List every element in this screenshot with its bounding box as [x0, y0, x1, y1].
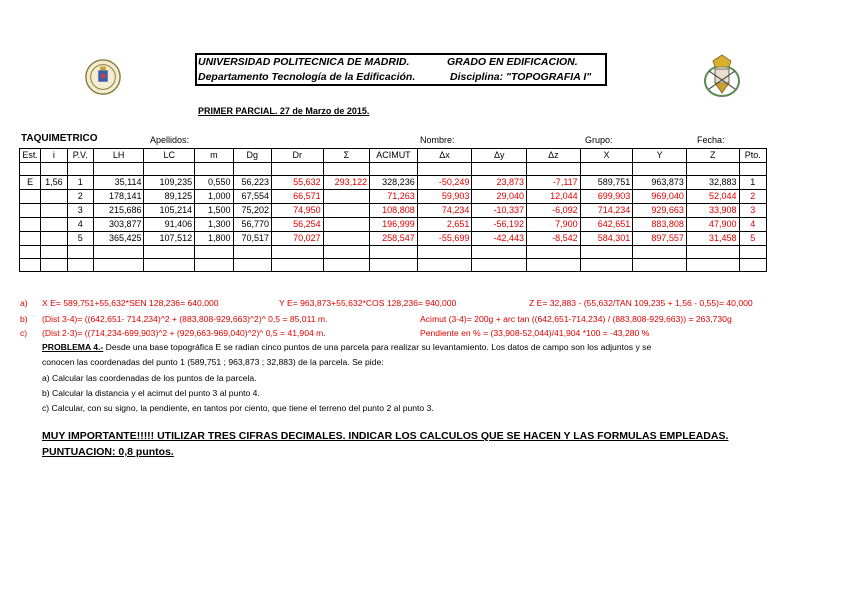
- subject-name: Disciplina: "TOPOGRAFIA I": [450, 71, 592, 83]
- solution-c-label: c): [20, 328, 28, 338]
- taquimetric-table: [19, 148, 767, 272]
- column-header: P.V.: [67, 149, 93, 163]
- table-cell: 109,235: [144, 176, 195, 190]
- exam-title: PRIMER PARCIAL. 27 de Marzo de 2015.: [198, 106, 370, 116]
- table-cell: 59,903: [417, 190, 472, 204]
- table-cell: 215,686: [93, 204, 144, 218]
- problem-item-c: c) Calcular, con su signo, la pendiente, en tantos por ciento, que tiene el terreno del punto 2 al punto 3.: [42, 403, 434, 413]
- table-cell: 29,040: [472, 190, 527, 204]
- solution-b-acimut: Acimut (3-4)= 200g + arc tan ((642,651-714,234) / (883,808-929,663)) = 263,730g: [420, 314, 732, 324]
- table-cell: 3: [739, 204, 766, 218]
- table-cell: 56,223: [233, 176, 271, 190]
- table-cell: 66,571: [272, 190, 324, 204]
- table-cell: 89,125: [144, 190, 195, 204]
- table-cell: 35,114: [93, 176, 144, 190]
- table-cell: 699,903: [580, 190, 633, 204]
- table-cell: 642,651: [580, 218, 633, 232]
- table-cell: 963,873: [633, 176, 687, 190]
- table-cell: 196,999: [370, 218, 418, 232]
- column-header: m: [195, 149, 233, 163]
- table-cell: 1,56: [41, 176, 67, 190]
- column-header: Y: [633, 149, 687, 163]
- table-cell: 1,800: [195, 232, 233, 246]
- problem-item-b: b) Calcular la distancia y el acimut del punto 3 al punto 4.: [42, 388, 260, 398]
- table-cell: 52,044: [686, 190, 739, 204]
- table-cell: [20, 190, 41, 204]
- table-cell: 67,554: [233, 190, 271, 204]
- name-label: Nombre:: [420, 135, 455, 145]
- table-row-empty: [20, 259, 767, 272]
- score-note: PUNTUACION: 0,8 puntos.: [42, 446, 174, 458]
- table-cell: -7,117: [527, 176, 581, 190]
- table-row: [20, 190, 767, 204]
- date-label: Fecha:: [697, 135, 725, 145]
- table-cell: 1,500: [195, 204, 233, 218]
- table-cell: [323, 218, 370, 232]
- table-header-row: [20, 149, 767, 163]
- problem-title: PROBLEMA 4.-: [42, 342, 104, 352]
- solution-c-distance: (Dist 2-3)= ((714,234-699,903)^2 + (929,663-969,040)^2)^ 0,5 = 41,904 m.: [42, 328, 326, 338]
- solution-b-label: b): [20, 314, 28, 324]
- table-cell: 4: [67, 218, 93, 232]
- solution-a-y: Y E= 963,873+55,632*COS 128,236= 940,000: [279, 298, 457, 308]
- table-cell: 31,458: [686, 232, 739, 246]
- solution-b-distance: (Dist 3-4)= ((642,651- 714,234)^2 + (883,808-929,663)^2)^ 0,5 = 85,011 m.: [42, 314, 328, 324]
- table-cell: 33,908: [686, 204, 739, 218]
- table-cell: -55,699: [417, 232, 472, 246]
- table-row-empty: [20, 163, 767, 176]
- table-cell: 55,632: [272, 176, 324, 190]
- table-cell: 56,254: [272, 218, 324, 232]
- table-cell: 12,044: [527, 190, 581, 204]
- table-row: [20, 176, 767, 190]
- table-cell: 7,900: [527, 218, 581, 232]
- table-cell: 2: [67, 190, 93, 204]
- section-title: TAQUIMETRICO: [21, 133, 98, 144]
- table-cell: E: [20, 176, 41, 190]
- table-cell: -56,192: [472, 218, 527, 232]
- table-cell: [20, 204, 41, 218]
- table-cell: 75,202: [233, 204, 271, 218]
- table-cell: 303,877: [93, 218, 144, 232]
- table-cell: 714,234: [580, 204, 633, 218]
- table-cell: 293,122: [323, 176, 370, 190]
- problem-item-a: a) Calcular las coordenadas de los puntos de la parcela.: [42, 373, 257, 383]
- table-cell: [323, 232, 370, 246]
- table-cell: [323, 190, 370, 204]
- university-name: UNIVERSIDAD POLITECNICA DE MADRID.: [198, 56, 410, 68]
- table-cell: 178,141: [93, 190, 144, 204]
- table-cell: 70,027: [272, 232, 324, 246]
- table-cell: 897,557: [633, 232, 687, 246]
- table-cell: 71,263: [370, 190, 418, 204]
- problem-statement-line2: conocen las coordenadas del punto 1 (589,751 ; 963,873 ; 32,883) de la parcela. Se pide:: [42, 357, 384, 367]
- table-row-empty: [20, 246, 767, 259]
- column-header: Δy: [472, 149, 527, 163]
- table-cell: [41, 232, 67, 246]
- table-cell: -50,249: [417, 176, 472, 190]
- table-cell: 258,547: [370, 232, 418, 246]
- problem-statement-line1: [42, 342, 651, 352]
- table-cell: 74,234: [417, 204, 472, 218]
- table-cell: 1,000: [195, 190, 233, 204]
- column-header: Δz: [527, 149, 581, 163]
- solution-a-x: X E= 589,751+55,632*SEN 128,236= 640,000: [42, 298, 219, 308]
- column-header: Est.: [20, 149, 41, 163]
- table-cell: [41, 204, 67, 218]
- table-cell: [20, 218, 41, 232]
- table-cell: 929,663: [633, 204, 687, 218]
- table-cell: 1: [67, 176, 93, 190]
- table-cell: 1,300: [195, 218, 233, 232]
- column-header: Z: [686, 149, 739, 163]
- table-cell: 969,040: [633, 190, 687, 204]
- table-cell: -42,443: [472, 232, 527, 246]
- table-cell: -10,337: [472, 204, 527, 218]
- department-name: Departamento Tecnología de la Edificación.: [198, 71, 416, 83]
- column-header: X: [580, 149, 633, 163]
- table-cell: 23,873: [472, 176, 527, 190]
- solution-a-z: Z E= 32,883 - (55,632/TAN 109,235 + 1,56 - 0,55)= 40,000: [529, 298, 753, 308]
- solution-c-slope: Pendiente en % = (33,908-52,044)/41,904 *100 = -43,280 %: [420, 328, 650, 338]
- table-cell: 589,751: [580, 176, 633, 190]
- table-cell: 56,770: [233, 218, 271, 232]
- table-cell: 107,512: [144, 232, 195, 246]
- table-cell: -8,542: [527, 232, 581, 246]
- column-header: Δx: [417, 149, 472, 163]
- problem-text: Desde una base topográfica E se radian cinco puntos de una parcela para realizar su levantamiento. Los datos de campo son los adjuntos y se: [103, 342, 652, 352]
- column-header: Pto.: [739, 149, 766, 163]
- column-header: Dr: [272, 149, 324, 163]
- table-cell: 1: [739, 176, 766, 190]
- table-cell: 108,808: [370, 204, 418, 218]
- column-header: Σ: [323, 149, 370, 163]
- table-cell: 105,214: [144, 204, 195, 218]
- table-cell: [20, 232, 41, 246]
- degree-name: GRADO EN EDIFICACION.: [447, 56, 578, 68]
- table-cell: 883,808: [633, 218, 687, 232]
- table-cell: 32,883: [686, 176, 739, 190]
- table-row: [20, 218, 767, 232]
- table-cell: 584,301: [580, 232, 633, 246]
- column-header: ACIMUT: [370, 149, 418, 163]
- important-note: MUY IMPORTANTE!!!!! UTILIZAR TRES CIFRAS DECIMALES. INDICAR LOS CALCULOS QUE SE HACEN Y LAS FORMULAS EMPLEADAS.: [42, 430, 729, 442]
- column-header: i: [41, 149, 67, 163]
- table-cell: [41, 218, 67, 232]
- table-cell: 74,950: [272, 204, 324, 218]
- table-cell: 5: [67, 232, 93, 246]
- table-cell: 91,406: [144, 218, 195, 232]
- table-cell: 328,236: [370, 176, 418, 190]
- table-row: [20, 204, 767, 218]
- table-cell: 365,425: [93, 232, 144, 246]
- table-cell: 0,550: [195, 176, 233, 190]
- upm-seal-logo: [84, 58, 122, 96]
- table-cell: 3: [67, 204, 93, 218]
- table-cell: [323, 204, 370, 218]
- column-header: LC: [144, 149, 195, 163]
- group-label: Grupo:: [585, 135, 613, 145]
- table-cell: 70,517: [233, 232, 271, 246]
- table-cell: -6,092: [527, 204, 581, 218]
- surname-label: Apellidos:: [150, 135, 190, 145]
- table-cell: 47,900: [686, 218, 739, 232]
- solution-a-label: a): [20, 298, 28, 308]
- column-header: Dg: [233, 149, 271, 163]
- table-cell: [41, 190, 67, 204]
- table-cell: 2: [739, 190, 766, 204]
- table-cell: 4: [739, 218, 766, 232]
- school-emblem-logo: [701, 53, 743, 99]
- table-cell: 5: [739, 232, 766, 246]
- column-header: LH: [93, 149, 144, 163]
- table-cell: 2,651: [417, 218, 472, 232]
- table-row: [20, 232, 767, 246]
